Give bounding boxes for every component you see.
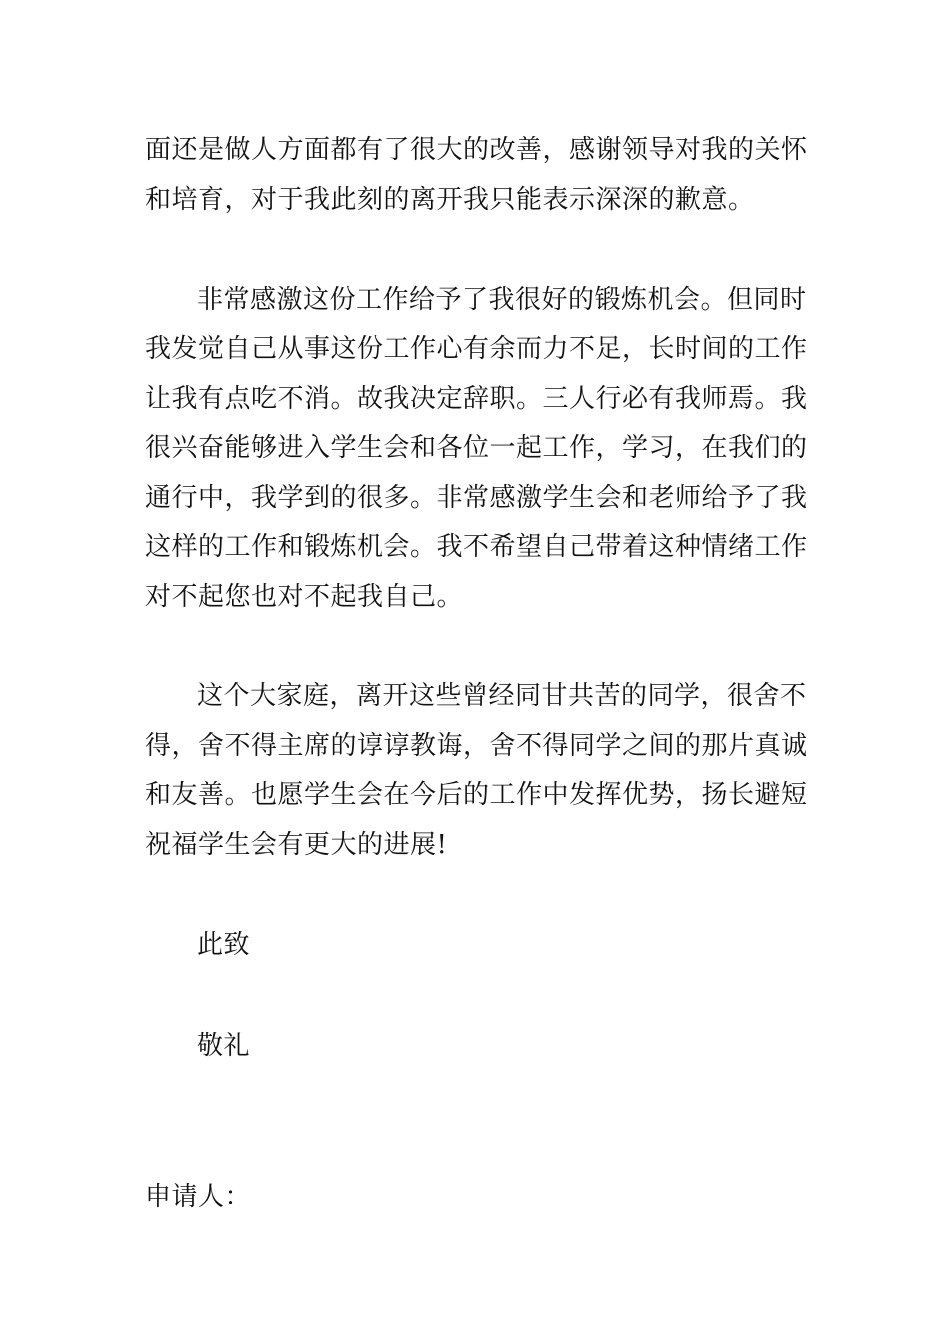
paragraph-1-line-2: 和培育，对于我此刻的离开我只能表示深深的歉意。 [145, 185, 755, 215]
paragraph-2-line-7: 对不起您也对不起我自己。 [145, 582, 464, 612]
paragraph-2-line-6: 这样的工作和锻炼机会。我不希望自己带着这种情绪工作 [145, 532, 808, 562]
paragraph-2-line-4: 很兴奋能够进入学生会和各位一起工作，学习，在我们的 [145, 433, 808, 463]
paragraph-3-line-3: 和友善。也愿学生会在今后的工作中发挥优势，扬长避短 [145, 780, 808, 810]
paragraph-3-line-2: 得，舍不得主席的谆谆教诲，舍不得同学之间的那片真诚 [145, 731, 808, 761]
paragraph-3-line-4: 祝福学生会有更大的进展! [145, 830, 448, 860]
paragraph-1-line-1: 面还是做人方面都有了很大的改善，感谢领导对我的关怀 [145, 135, 808, 165]
applicant-label: 申请人： [145, 1182, 252, 1212]
closing-salutation: 此致 [197, 930, 251, 960]
paragraph-3-line-1: 这个大家庭，离开这些曾经同甘共苦的同学，很舍不 [197, 681, 807, 711]
paragraph-2-line-2: 我发觉自己从事这份工作心有余而力不足，长时间的工作 [145, 334, 808, 364]
closing-regards: 敬礼 [197, 1031, 251, 1061]
paragraph-2-line-3: 让我有点吃不消。故我决定辞职。三人行必有我师焉。我 [145, 384, 808, 414]
paragraph-2-line-5: 通行中，我学到的很多。非常感激学生会和老师给予了我 [145, 483, 808, 513]
paragraph-2-line-1: 非常感激这份工作给予了我很好的锻炼机会。但同时 [197, 285, 807, 315]
